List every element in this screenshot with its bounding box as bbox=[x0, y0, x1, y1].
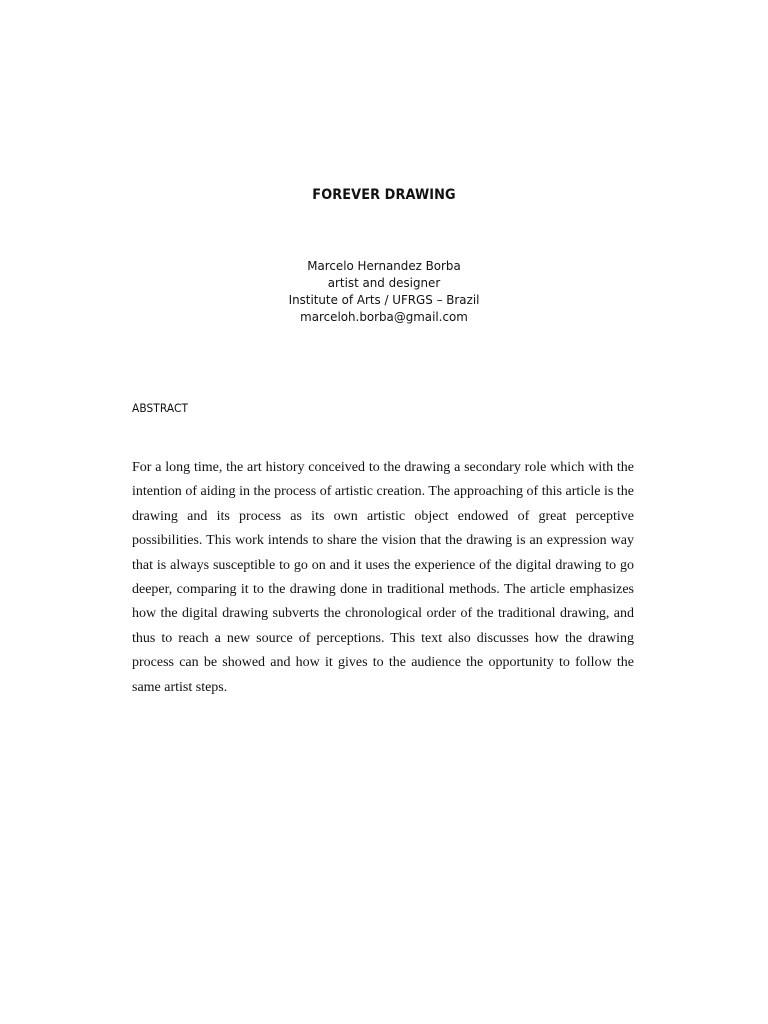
author-email: marceloh.borba@gmail.com bbox=[300, 309, 468, 324]
author-name: Marcelo Hernandez Borba bbox=[307, 258, 461, 273]
author-affiliation: Institute of Arts / UFRGS – Brazil bbox=[288, 292, 480, 307]
abstract-text: For a long time, the art history conceived to the drawing a secondary role which with the intention of aiding in the process of artistic creation. The approaching of this article is the drawing and its process as its own artistic object endowed of great perceptive possibilities. This work intends to share the vision that the drawing is an expression way that is always susceptible to go on and it uses the experience of the digital drawing to go deeper, comparing it to the drawing done in traditional methods. The article emphasizes how the digital drawing subverts the chronological order of the traditional drawing, and thus to reach a new source of perceptions. This text also discusses how the drawing process can be showed and how it gives to the audience the opportunity to follow the same artist steps. bbox=[132, 460, 634, 695]
author-role: artist and designer bbox=[327, 275, 441, 290]
abstract-heading: ABSTRACT bbox=[132, 401, 189, 415]
author-block bbox=[0, 257, 768, 325]
paper-title: FOREVER DRAWING bbox=[312, 187, 456, 203]
